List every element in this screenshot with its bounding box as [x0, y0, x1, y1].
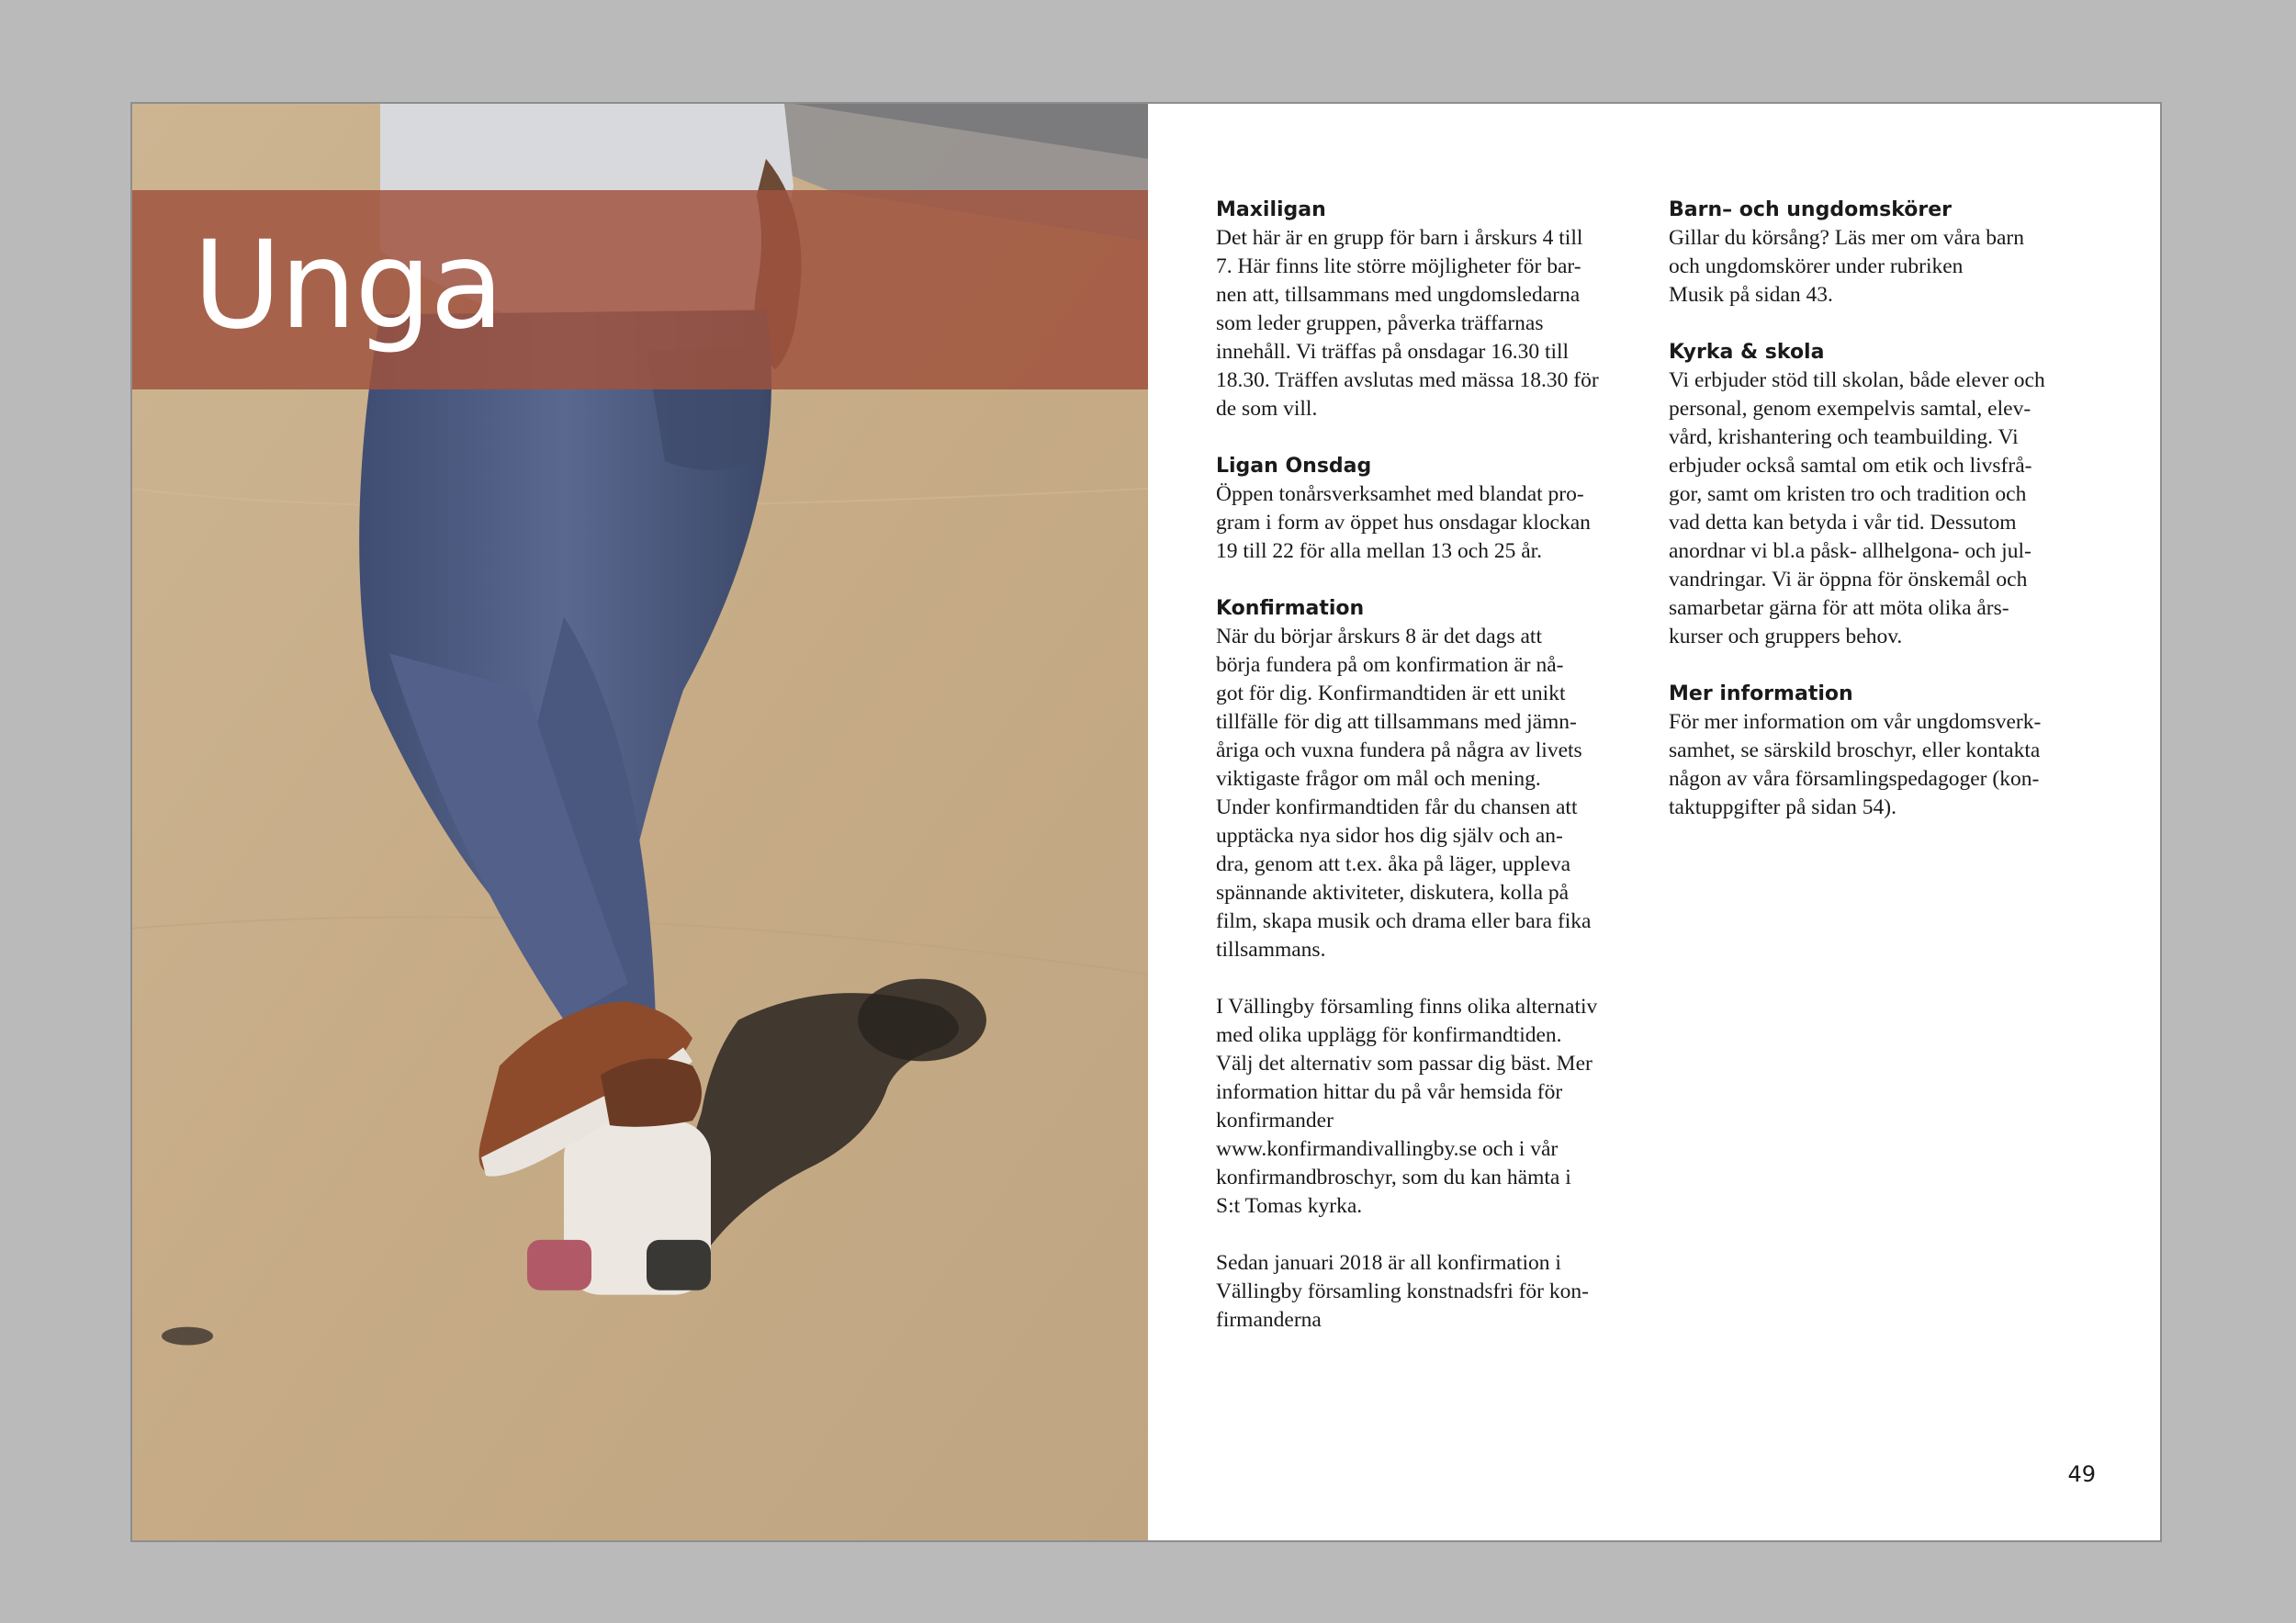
left-page [132, 104, 1148, 1540]
page-title: Unga [193, 215, 502, 356]
brochure-spread [130, 102, 2162, 1542]
section-body: Det här är en grupp för barn i årskurs 4 till 7. Här finns lite större möjligheter för bar- nen att, tillsammans med ungdomsledarna som leder gruppen, påverka träffarnas innehåll. Vi träffas på onsdagar 16.30 till 18.30. Träffen avslutas med mässa 18.30 för de som vill. [1216, 226, 1599, 421]
section-maxiligan [1216, 196, 1648, 423]
section-heading: Maxiligan [1216, 198, 1326, 221]
section-heading: Barn– och ungdomskörer [1669, 198, 1952, 221]
section-body: Vi erbjuder stöd till skolan, både elever och personal, genom exempelvis samtal, elev- vård, krishantering och teambuilding. Vi erbjuder också samtal om etik och livsfrå- gor, samt om kristen tro och tradition och vad detta kan betyda i vår tid. Dessutom anordnar vi bl.a påsk- allhelgona- och jul- vandringar. Vi är öppna för önskemål och samarbetar gärna för att möta olika års- kurser och gruppers behov. [1669, 368, 2045, 648]
section-body: När du börjar årskurs 8 är det dags att börja fundera på om konfirmation är nå- got för dig. Konfirmandtiden är ett unikt tillfälle för dig att tillsammans med jämn- åriga och vuxna fundera på några av livets viktigaste frågor om mål och mening. Under konfirmandtiden får du chansen att upptäcka nya sidor hos dig själv och an- dra, genom att t.ex. åka på läger, uppleva spännande aktiviteter, diskutera, kolla på film, skapa musik och drama eller bara fika tillsammans. [1216, 625, 1592, 962]
section-kyrka-skola [1669, 338, 2100, 651]
section-body: I Vällingby församling finns olika alternativ med olika upplägg för konfirmandtiden. Välj det alternativ som passar dig bäst. Mer information hittar du på vår hemsida för konfirmander www.konfirmandivallingby.se och i vår konfirmandbroschyr, som du kan hämta i S:t Tomas kyrka. [1216, 995, 1598, 1218]
right-page [1148, 104, 2162, 1540]
section-konfirmation [1216, 594, 1648, 1335]
text-column-1 [1216, 196, 1648, 1363]
section-korer [1669, 196, 2100, 310]
section-heading: Mer information [1669, 682, 1853, 705]
section-mer-information [1669, 680, 2100, 822]
title-band [132, 190, 1148, 389]
section-body: Sedan januari 2018 är all konfirmation i Vällingby församling konstnadsfri för kon- firmanderna [1216, 1251, 1589, 1332]
section-heading: Kyrka & skola [1669, 341, 1825, 364]
section-body: Gillar du körsång? Läs mer om våra barn och ungdomskörer under rubriken Musik på sidan 43. [1669, 226, 2024, 307]
section-heading: Ligan Onsdag [1216, 455, 1372, 478]
section-body: För mer information om vår ungdomsverk- samhet, se särskild broschyr, eller kontakta någon av våra församlingspedagoger (kon- taktuppgifter på sidan 54). [1669, 710, 2042, 819]
text-column-2 [1669, 196, 2100, 851]
section-ligan-onsdag [1216, 452, 1648, 566]
section-heading: Konfirmation [1216, 597, 1365, 620]
section-body: Öppen tonårsverksamhet med blandat pro- gram i form av öppet hus onsdagar klockan 19 till 22 för alla mellan 13 och 25 år. [1216, 482, 1591, 563]
page-number: 49 [2067, 1461, 2096, 1487]
